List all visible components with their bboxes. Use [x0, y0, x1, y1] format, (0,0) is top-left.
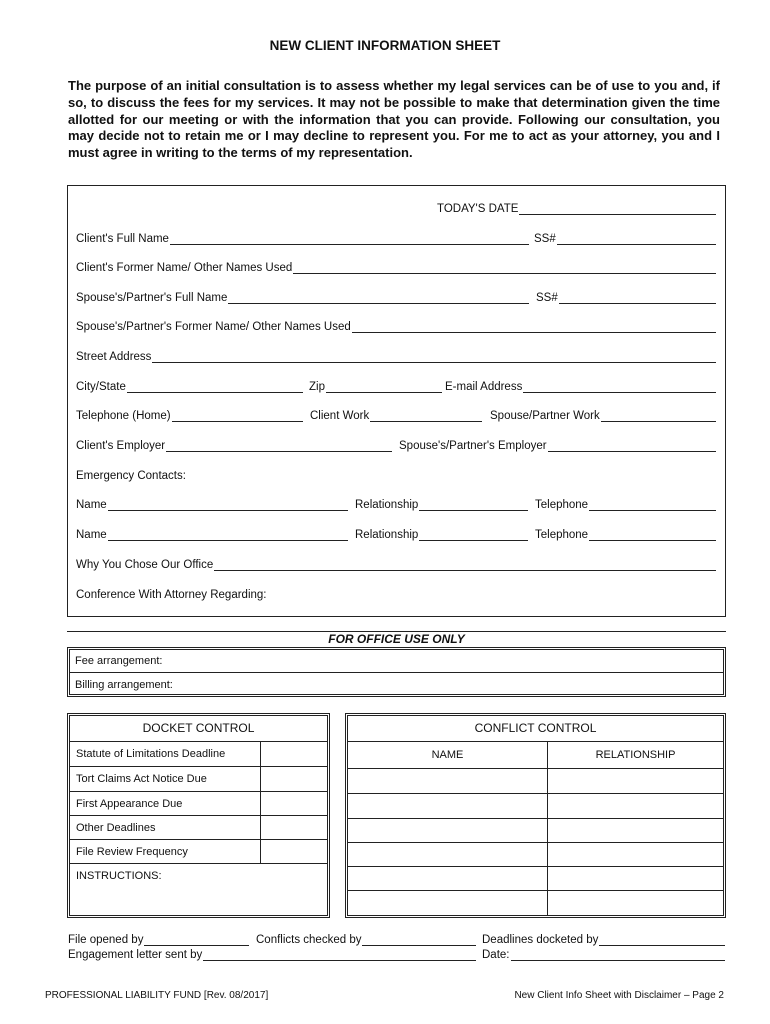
conflicts-checked-line[interactable]: [362, 933, 476, 946]
emergency-telephone-label-1: Telephone: [535, 499, 589, 511]
conflict-row-line: [348, 866, 723, 867]
docket-row-value[interactable]: [260, 792, 328, 815]
street-address-line[interactable]: [152, 350, 716, 363]
spouse-work-line[interactable]: [601, 409, 716, 422]
spouse-former-name-label: Spouse's/Partner's Former Name/ Other Names Used: [76, 321, 351, 333]
emergency-relationship-label-2: Relationship: [355, 529, 419, 541]
docket-row-value[interactable]: [260, 816, 328, 839]
client-full-name-label: Client's Full Name: [76, 233, 169, 245]
emergency-relationship-line-2[interactable]: [419, 528, 528, 541]
emergency-telephone-label-2: Telephone: [535, 529, 589, 541]
conflicts-checked-field[interactable]: [256, 932, 476, 946]
spouse-employer-line[interactable]: [548, 439, 716, 452]
spouse-employer-label: Spouse's/Partner's Employer: [399, 440, 547, 452]
conference-label: Conference With Attorney Regarding:: [76, 589, 267, 601]
zip-line[interactable]: [326, 380, 442, 393]
conflict-row-line: [348, 890, 723, 891]
deadlines-docketed-label: Deadlines docketed by: [482, 934, 599, 946]
client-work-field[interactable]: [310, 408, 482, 422]
docket-row-label: Other Deadlines: [76, 821, 156, 834]
engagement-letter-field[interactable]: [68, 947, 476, 961]
docket-row-value[interactable]: [260, 742, 328, 766]
ss-field-1[interactable]: [534, 231, 716, 245]
city-state-line[interactable]: [127, 380, 303, 393]
why-chose-line[interactable]: [214, 558, 716, 571]
footer-left: PROFESSIONAL LIABILITY FUND [Rev. 08/2017]: [45, 990, 269, 1001]
spouse-work-label: Spouse/Partner Work: [490, 410, 600, 422]
ss-field-2[interactable]: [536, 290, 716, 304]
emergency-contacts-heading: [76, 468, 376, 482]
emergency-relationship-line-1[interactable]: [419, 498, 528, 511]
file-opened-line[interactable]: [144, 933, 249, 946]
client-employer-line[interactable]: [166, 439, 392, 452]
docket-row-label: Tort Claims Act Notice Due: [76, 773, 207, 785]
docket-table: [70, 742, 327, 914]
conflict-row-line: [348, 818, 723, 819]
emergency-name-line-1[interactable]: [108, 498, 348, 511]
spouse-work-field[interactable]: [490, 408, 716, 422]
ss-label-1: SS#: [534, 233, 556, 245]
ss-line-1[interactable]: [557, 232, 716, 245]
client-former-name-field[interactable]: [76, 260, 716, 274]
docket-row: [70, 840, 327, 864]
client-full-name-line[interactable]: [170, 232, 529, 245]
conflict-heading-divider: [348, 741, 723, 742]
office-use-row-divider: [70, 672, 723, 673]
email-line[interactable]: [523, 380, 716, 393]
docket-row: [70, 816, 327, 840]
email-label: E-mail Address: [445, 381, 523, 393]
conflict-control-heading: CONFLICT CONTROL: [474, 721, 597, 735]
emergency-name-field-1[interactable]: [76, 497, 348, 511]
email-field[interactable]: [445, 379, 716, 393]
client-employer-label: Client's Employer: [76, 440, 166, 452]
docket-row: [70, 742, 327, 767]
todays-date-field[interactable]: [437, 201, 716, 215]
telephone-home-line[interactable]: [172, 409, 303, 422]
conflicts-checked-label: Conflicts checked by: [256, 934, 362, 946]
street-address-label: Street Address: [76, 351, 152, 363]
client-work-line[interactable]: [370, 409, 482, 422]
engagement-letter-line[interactable]: [203, 948, 476, 961]
conflict-col-name-header: NAME: [431, 749, 464, 761]
spouse-full-name-label: Spouse's/Partner's Full Name: [76, 292, 228, 304]
page-title: NEW CLIENT INFORMATION SHEET: [269, 38, 501, 53]
footer-right: New Client Info Sheet with Disclaimer – Page 2: [514, 990, 724, 1001]
client-former-name-line[interactable]: [293, 261, 716, 274]
telephone-home-label: Telephone (Home): [76, 410, 171, 422]
emergency-name-label-2: Name: [76, 529, 107, 541]
zip-field[interactable]: [309, 379, 442, 393]
billing-arrangement-label: Billing arrangement:: [75, 679, 173, 691]
instructions-area[interactable]: [70, 864, 327, 914]
emergency-relationship-label-1: Relationship: [355, 499, 419, 511]
docket-row-label: File Review Frequency: [76, 845, 188, 858]
date-line[interactable]: [511, 948, 726, 961]
city-state-field[interactable]: [76, 379, 303, 393]
zip-label: Zip: [309, 381, 325, 393]
client-employer-field[interactable]: [76, 438, 392, 452]
docket-row-value[interactable]: [260, 840, 328, 863]
emergency-contacts-label: Emergency Contacts:: [76, 470, 186, 482]
instructions-label: INSTRUCTIONS:: [76, 870, 162, 882]
office-use-heading: FOR OFFICE USE ONLY: [328, 632, 465, 646]
docket-row: [70, 792, 327, 816]
ss-label-2: SS#: [536, 292, 558, 304]
client-former-name-label: Client's Former Name/ Other Names Used: [76, 262, 293, 274]
conflict-col-relationship-header: RELATIONSHIP: [595, 749, 676, 761]
fee-arrangement-label: Fee arrangement:: [75, 655, 163, 667]
engagement-letter-label: Engagement letter sent by: [68, 949, 203, 961]
file-opened-label: File opened by: [68, 934, 144, 946]
spouse-employer-field[interactable]: [399, 438, 716, 452]
file-opened-field[interactable]: [68, 932, 249, 946]
conflict-row-line: [348, 768, 723, 769]
emergency-telephone-line-1[interactable]: [589, 498, 716, 511]
why-chose-field[interactable]: [76, 557, 716, 571]
docket-row-value[interactable]: [260, 767, 328, 791]
conflict-control-box: [345, 713, 726, 918]
ss-line-2[interactable]: [559, 291, 716, 304]
date-field[interactable]: [482, 947, 725, 961]
intro-paragraph: The purpose of an initial consultation is to assess whether my legal services can be of use to you and, if so, to discuss the fees for my services. It may not be possible to make that determination given the time allotted for our meeting or with the information that you can provide. Following our consultation, you may decide not to retain me or I may decline to represent you. For me to act as your attorney, you and I must agree in writing to the terms of my representation.: [68, 78, 720, 161]
emergency-telephone-field-1[interactable]: [535, 497, 716, 511]
conference-field[interactable]: [76, 587, 716, 601]
docket-row-label: Statute of Limitations Deadline: [76, 748, 226, 760]
spouse-former-name-field[interactable]: [76, 319, 716, 333]
deadlines-docketed-field[interactable]: [482, 932, 725, 946]
todays-date-line[interactable]: [519, 202, 716, 215]
emergency-telephone-field-2[interactable]: [535, 527, 716, 541]
emergency-relationship-field-2[interactable]: [355, 527, 528, 541]
deadlines-docketed-line[interactable]: [599, 933, 725, 946]
docket-row-label: First Appearance Due: [76, 797, 183, 810]
why-chose-label: Why You Chose Our Office: [76, 559, 214, 571]
client-info-form: [67, 185, 726, 617]
client-work-label: Client Work: [310, 410, 370, 422]
client-full-name-field[interactable]: [76, 231, 529, 245]
spouse-full-name-field[interactable]: [76, 290, 529, 304]
docket-control-heading: DOCKET CONTROL: [142, 721, 255, 735]
docket-row: [70, 767, 327, 792]
spouse-full-name-line[interactable]: [228, 291, 529, 304]
emergency-name-field-2[interactable]: [76, 527, 348, 541]
telephone-home-field[interactable]: [76, 408, 303, 422]
date-label: Date:: [482, 949, 510, 961]
emergency-name-label-1: Name: [76, 499, 107, 511]
conflict-row-line: [348, 842, 723, 843]
conflict-row-line: [348, 793, 723, 794]
emergency-telephone-line-2[interactable]: [589, 528, 716, 541]
emergency-relationship-field-1[interactable]: [355, 497, 528, 511]
spouse-former-name-line[interactable]: [352, 320, 716, 333]
todays-date-label: TODAY'S DATE: [437, 203, 519, 215]
street-address-field[interactable]: [76, 349, 716, 363]
city-state-label: City/State: [76, 381, 126, 393]
emergency-name-line-2[interactable]: [108, 528, 348, 541]
